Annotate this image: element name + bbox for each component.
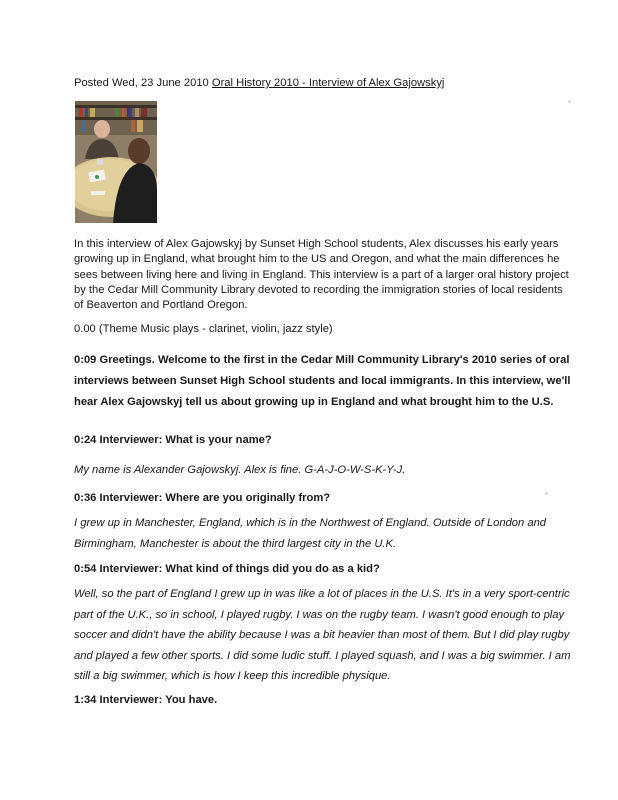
answer-name: My name is Alexander Gajowskyj. Alex is fine. G-A-J-O-W-S-K-Y-J.: [74, 464, 406, 476]
answer-origin: I grew up in Manchester, England, which is in the Northwest of England. Outside of London and Birmingham, Manchester is about the third largest city in the U.K.: [74, 517, 547, 550]
interview-photo: [75, 101, 157, 223]
question-name: 0:24 Interviewer: What is your name?: [74, 434, 272, 446]
posted-date: Posted Wed, 23 June 2010: [74, 77, 212, 89]
scan-speck: [545, 492, 548, 495]
answer-kid-activities: Well, so the part of England I grew up in was like a lot of places in the U.S. It's in a very sport-centric part of the U.K., so in school, I played rugby. I was on the rugby team. I wasn't good enough to play soccer and didn't have the ability because I was a bit heavier than most of them. But I did play rugby and played a few other sports. I did some ludic stuff. I played squash, and I was a big swimmer. I am still a big swimmer, which is how I keep this incredible physique.: [74, 588, 571, 683]
transcript-greetings: 0:09 Greetings. Welcome to the first in the Cedar Mill Community Library's 2010 series of oral interviews between Sunset High School students and local immigrants. In this interview, we'll hear Alex Gajowskyj tell us about growing up in England and what brought him to the U.S.: [74, 354, 571, 408]
question-origin: 0:36 Interviewer: Where are you originally from?: [74, 492, 331, 504]
question-you-have: 1:34 Interviewer: You have.: [74, 694, 218, 706]
transcript-line-theme: 0.00 (Theme Music plays - clarinet, violin, jazz style): [74, 323, 333, 335]
post-header: [74, 76, 594, 90]
intro-paragraph: In this interview of Alex Gajowskyj by Sunset High School students, Alex discusses his early years growing up in England, what brought him to the US and Oregon, and what the main differences he sees between living here and living in England. This interview is a part of a larger oral history project by the Cedar Mill Community Library devoted to recording the immigration stories of local residents of Beaverton and Portland Oregon.: [74, 238, 569, 312]
title-link[interactable]: Oral History 2010 - Interview of Alex Gajowskyj: [211, 77, 445, 89]
question-kid-activities: 0:54 Interviewer: What kind of things did you do as a kid?: [74, 563, 380, 575]
scan-speck: [568, 100, 571, 103]
